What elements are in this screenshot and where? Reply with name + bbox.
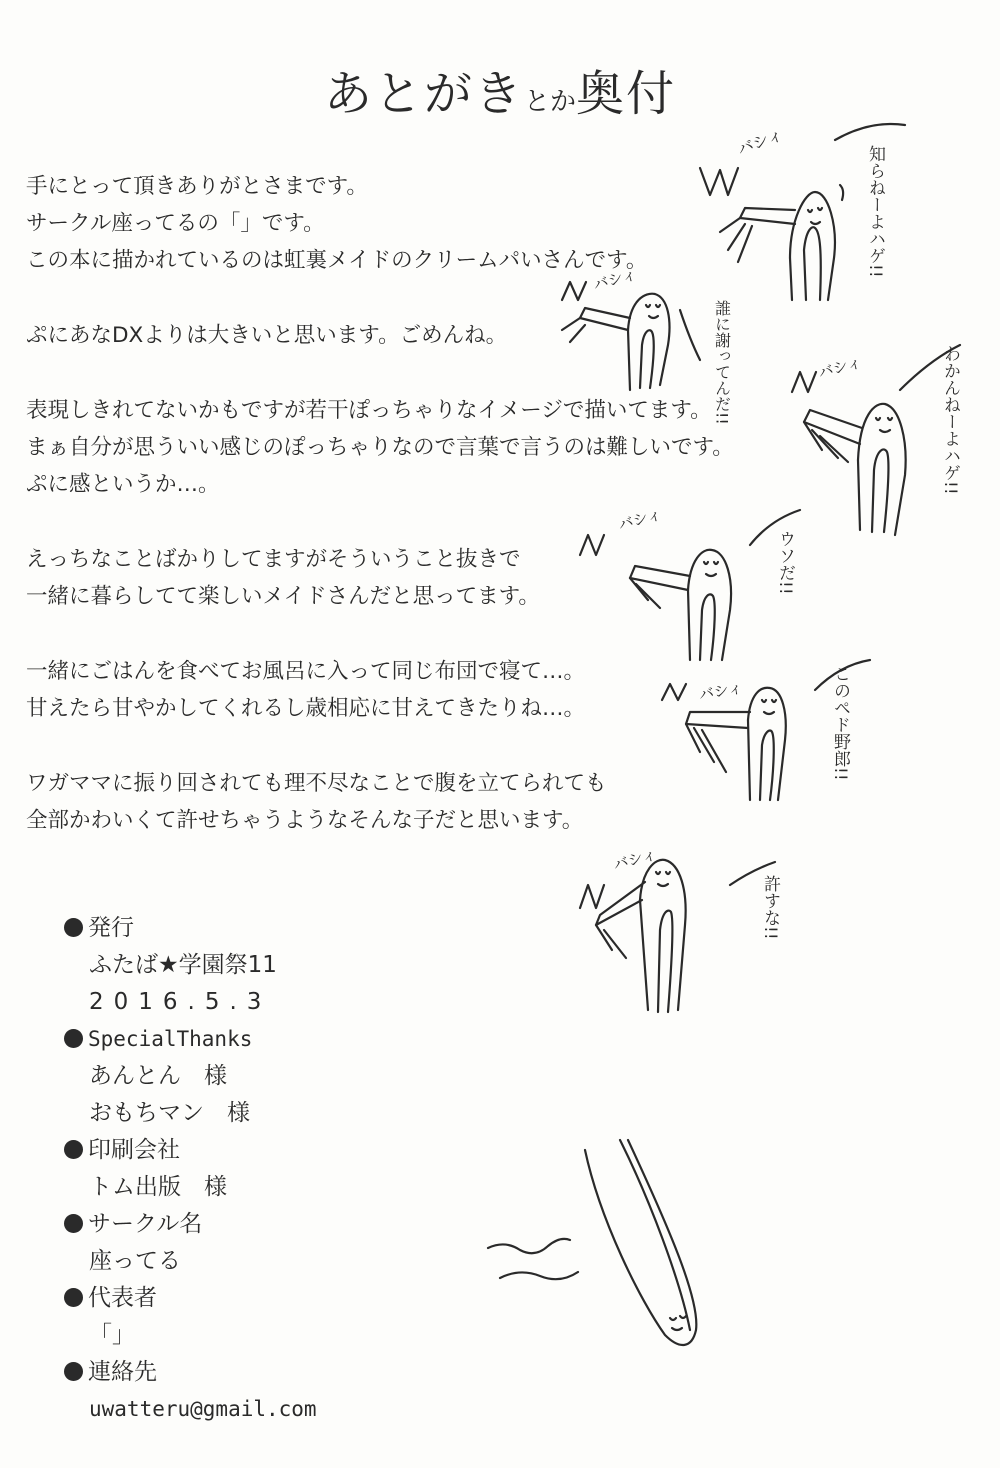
quip-text: このペド野郎!!: [830, 665, 850, 781]
bullet-dot-icon: [64, 1140, 83, 1159]
sleeping-figure: [488, 1140, 696, 1345]
bullet-dot-icon: [64, 1214, 83, 1233]
colophon-heading: 印刷会社: [64, 1132, 464, 1169]
afterword-line: 全部かわいくて許せちゃうようなそんな子だと思います。: [26, 808, 584, 833]
afterword-line: 表現しきれてないかもですが若干ぽっちゃりなイメージで描いてます。: [26, 398, 712, 423]
bullet-dot-icon: [64, 918, 83, 937]
sfx-text: バシィ: [734, 124, 786, 159]
slap-figure-6: [580, 845, 781, 1012]
thanks-name: おもちマン 様: [89, 1100, 250, 1126]
sfx-text: バシィ: [816, 353, 864, 382]
quip-text: 誰に謝ってんだ!!: [712, 300, 732, 425]
colophon-heading: SpecialThanks: [64, 1021, 464, 1058]
page-title: あとがきとか奥付: [323, 66, 677, 122]
afterword-line: まぁ自分が思ういい感じのぽっちゃりなので言葉で言うのは難しいです。: [26, 435, 734, 460]
circle-name: 座ってる: [89, 1248, 181, 1274]
quip-text: 知らねーよハゲ!!: [865, 145, 885, 278]
thanks-name: あんとん 様: [89, 1063, 227, 1089]
afterword-line: 甘えたら甘やかしてくれるし歳相応に甘えてきたりね…。: [26, 696, 586, 721]
sfx-text: バシィ: [611, 845, 659, 874]
representative-name: 「」: [89, 1322, 135, 1348]
event-name: ふたば★学園祭11: [89, 952, 277, 978]
quip-text: わかんねーよハゲ!!: [940, 345, 960, 495]
colophon: [64, 910, 464, 1428]
afterword-line: 一緒に暮らしてて楽しいメイドさんだと思ってます。: [26, 584, 540, 609]
afterword-line: ぷに感というか…。: [26, 472, 220, 497]
sfx-text: バシィ: [616, 505, 664, 534]
colophon-heading: 発行: [64, 910, 464, 947]
sfx-text: バシィ: [697, 678, 745, 704]
bullet-dot-icon: [64, 1029, 83, 1048]
afterword-body: [26, 168, 826, 839]
afterword-line: サークル座ってるの「」です。: [26, 211, 325, 236]
publish-date: 2016.5.3: [89, 989, 272, 1015]
contact-email: uwatteru@gmail.com: [89, 1397, 317, 1421]
afterword-line: この本に描かれているのは虹裏メイドのクリームパいさんです。: [26, 248, 648, 273]
afterword-line: ぷにあなDXよりは大きいと思います。ごめんね。: [26, 323, 508, 348]
afterword-line: えっちなことばかりしてますがそういうこと抜きで: [26, 547, 521, 572]
afterword-line: 手にとって頂きありがとさまです。: [26, 174, 368, 199]
printer-name: トム出版 様: [89, 1174, 227, 1200]
quip-text: ウソだ!!: [775, 530, 795, 595]
afterword-line: ワガママに振り回されても理不尽なことで腹を立てられても: [26, 771, 607, 796]
colophon-heading: 代表者: [64, 1280, 464, 1317]
colophon-heading: サークル名: [64, 1206, 464, 1243]
sfx-text: バシィ: [591, 265, 639, 294]
colophon-heading: 連絡先: [64, 1354, 464, 1391]
quip-text: 許すな!!: [760, 875, 780, 940]
bullet-dot-icon: [64, 1362, 83, 1381]
bullet-dot-icon: [64, 1288, 83, 1307]
afterword-line: 一緒にごはんを食べてお風呂に入って同じ布団で寝て…。: [26, 659, 586, 684]
